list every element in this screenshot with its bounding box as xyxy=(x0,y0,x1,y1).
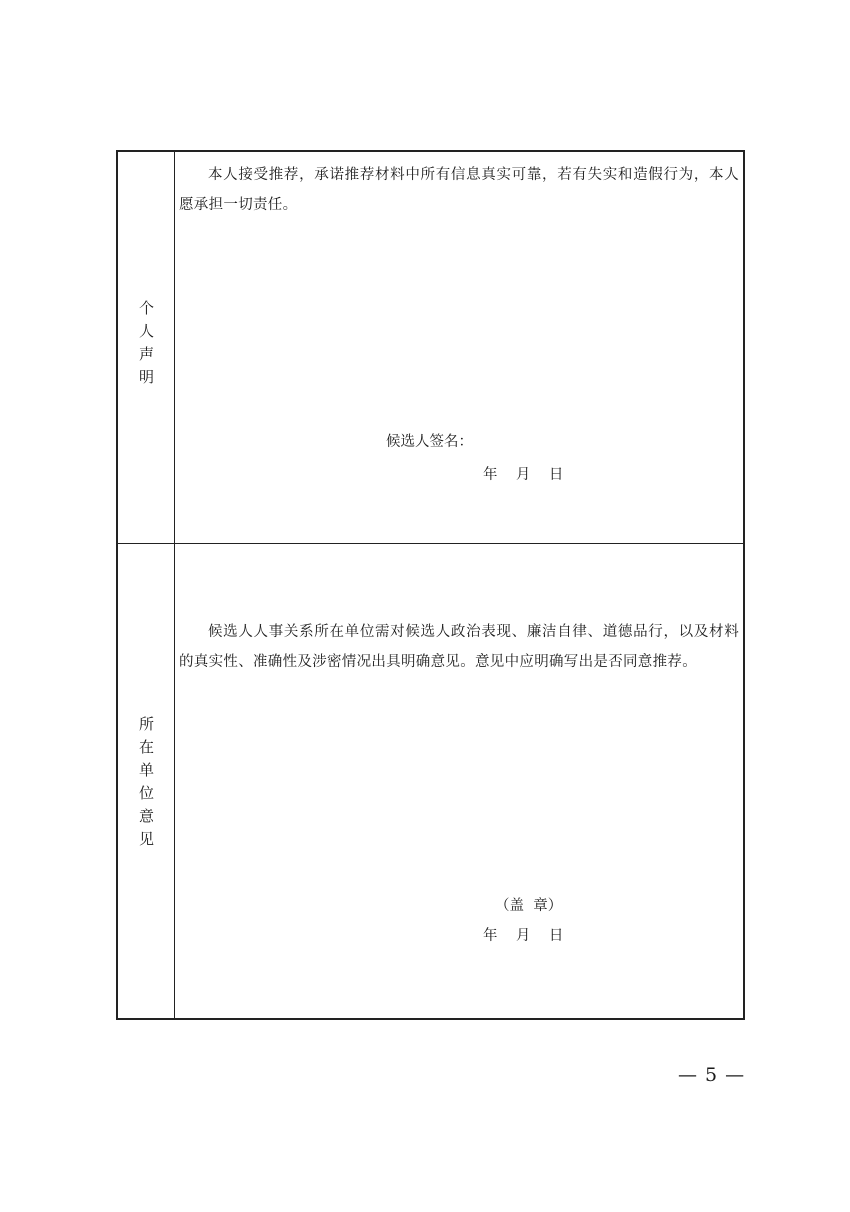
declaration-date-line: 年 月 日 xyxy=(483,467,564,483)
personal-declaration-content-cell xyxy=(175,152,743,543)
seal-label: （盖 章） xyxy=(495,898,563,914)
personal-declaration-label: 个人声明 xyxy=(137,300,155,392)
unit-opinion-text: 候选人人事关系所在单位需对候选人政治表现、廉洁自律、道德品行，以及材料的真实性、准确性及涉密情况出具明确意见。意见中应明确写出是否同意推荐。 xyxy=(179,624,739,670)
unit-opinion-date-line: 年 月 日 xyxy=(483,928,564,944)
personal-declaration-label-cell xyxy=(118,152,175,543)
page-number: — 5 — xyxy=(678,1064,746,1086)
recommendation-form-table xyxy=(116,150,745,1020)
unit-opinion-row xyxy=(118,544,743,1018)
unit-opinion-content-cell xyxy=(175,544,743,1018)
unit-opinion-label-cell xyxy=(118,544,175,1018)
personal-declaration-row xyxy=(118,152,743,544)
candidate-signature-label: 候选人签名： xyxy=(386,434,473,450)
personal-declaration-text: 本人接受推荐，承诺推荐材料中所有信息真实可靠，若有失实和造假行为，本人愿承担一切责任。 xyxy=(179,167,739,213)
unit-opinion-label: 所在单位意见 xyxy=(137,716,155,854)
